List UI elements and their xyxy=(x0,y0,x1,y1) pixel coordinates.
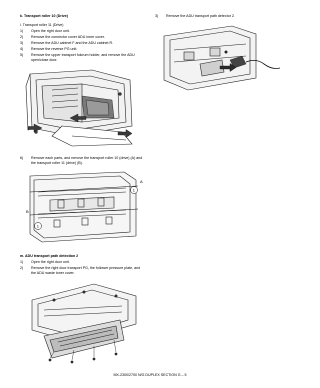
step-text: Open the right door unit. xyxy=(31,29,70,33)
step-number: 3) xyxy=(155,14,159,18)
section-heading-k: k. Transport roller 10 (Drive) xyxy=(20,14,68,18)
step-number: 6) xyxy=(20,156,24,160)
figure-transport-roller-removal xyxy=(24,170,144,248)
subheading-i: i. Transport roller 11 (Drive) xyxy=(20,23,64,27)
label-a: A xyxy=(140,179,143,184)
figure-adu-door-removal xyxy=(22,66,142,148)
step-number: 5) xyxy=(20,53,24,57)
step-number: 2) xyxy=(20,266,24,270)
step-number: 2) xyxy=(20,35,24,39)
step-number: 1) xyxy=(20,260,24,264)
step-number: 4) xyxy=(20,47,24,51)
section-heading-m: m. ADU transport path detection 2 xyxy=(20,254,79,258)
page-footer: MX-2300/2700 N/G DUPLEX SECTION G – 5 xyxy=(113,373,187,377)
step-text: Remove the right door transport PG, the follower pressure plate, and the ADU waste toner cover. xyxy=(31,266,141,275)
figure-right-door-transport xyxy=(24,280,144,364)
step-text: Remove the reverse PG unit. xyxy=(31,47,78,51)
step-text: Remove each parts, and remove the transport roller 10 (drive) (A) and the transport roller 11 (drive) (B). xyxy=(31,156,143,165)
step-text: Remove the ADU cabinet F and the ADU cabinet R. xyxy=(31,41,114,45)
step-text: Remove the connector cover ADU inner cover. xyxy=(31,35,105,39)
label-b: B xyxy=(26,209,29,214)
callout-number: 1 xyxy=(36,223,40,229)
callout-number: 1 xyxy=(132,187,136,193)
step-text: Open the right door unit. xyxy=(31,260,70,264)
step-number: 1) xyxy=(20,29,24,33)
step-text: Remove the upper transport fulcrum holder, and remove the ADU open/close door. xyxy=(31,53,135,62)
figure-detector-removal xyxy=(160,22,284,96)
step-number: 3) xyxy=(20,41,24,45)
step-text: Remove the ADU transport path detector 2. xyxy=(166,14,235,18)
